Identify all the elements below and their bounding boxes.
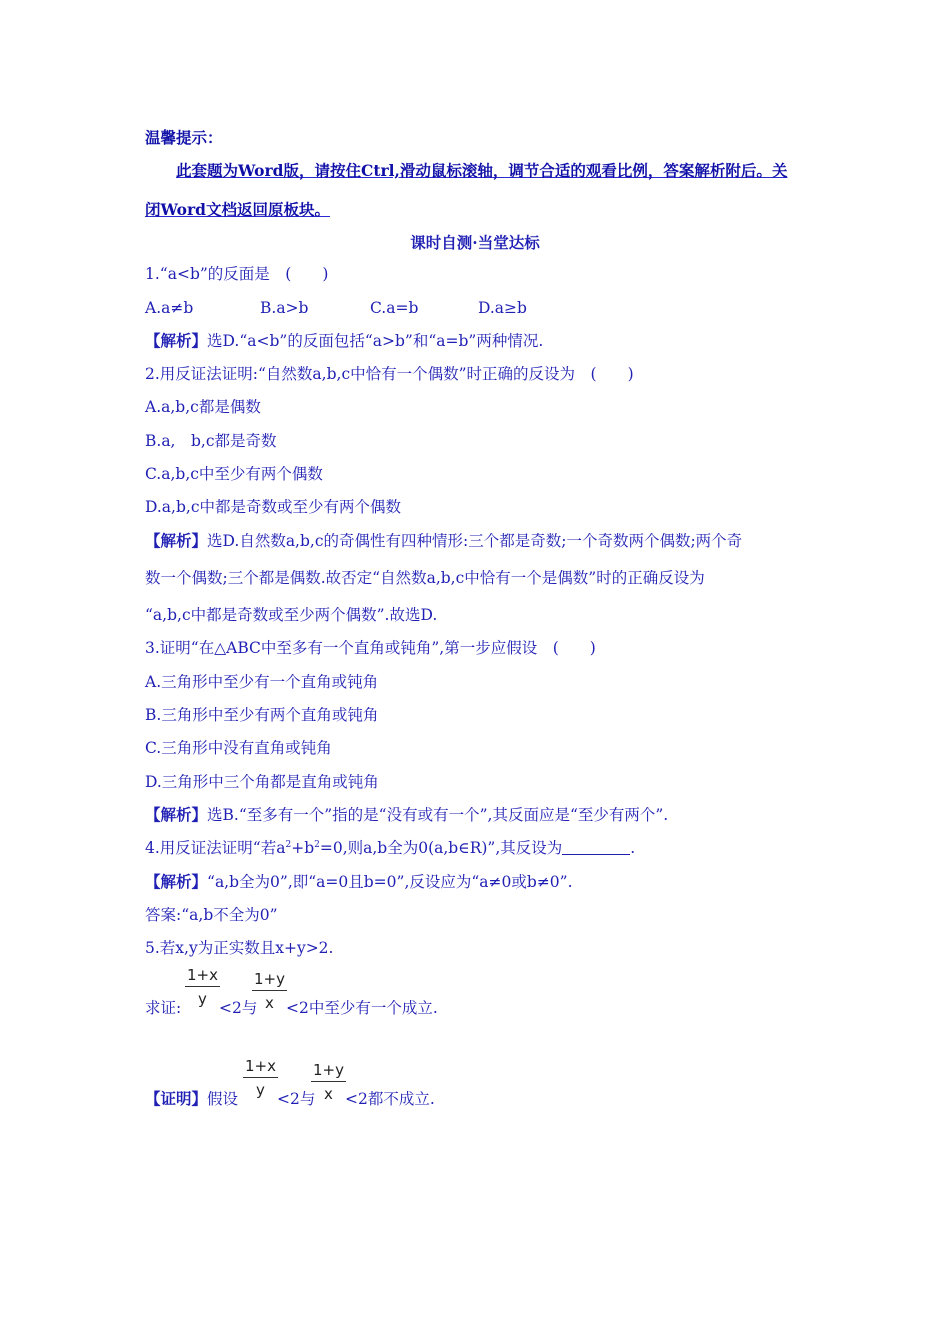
proof-mid: <2与 [277, 1090, 316, 1108]
q4-analysis-text: “a,b全为0”,即“a=0且b=0”,反设应为“a≠0或b≠0”. [207, 873, 573, 891]
q4-answer: 答案:“a,b不全为0” [145, 906, 278, 924]
hint-line-1[interactable]: 此套题为Word版，请按住Ctrl,滑动鼠标滚轴，调节合适的观看比例，答案解析附后。关 [176, 161, 788, 180]
q2-analysis-line-2: 数一个偶数;三个都是偶数.故否定“自然数a,b,c中恰有一个是偶数”时的正确反设为 [145, 569, 705, 587]
q3-stem: 3.证明“在△ABC中至多有一个直角或钝角”,第一步应假设 ( ) [145, 639, 596, 657]
q1-option-d: D.a≥b [478, 299, 527, 317]
q3-analysis [145, 805, 668, 825]
q5-prove-prefix: 求证: [145, 999, 182, 1017]
q3-option-b: B.三角形中至少有两个直角或钝角 [145, 706, 379, 724]
proof-tag: 【证明】 [145, 1089, 208, 1108]
q5-stem: 5.若x,y为正实数且x+y>2. [145, 939, 334, 957]
q5-prove-suffix: <2中至少有一个成立. [286, 999, 438, 1017]
q2-option-d: D.a,b,c中都是奇数或至少有两个偶数 [145, 498, 402, 516]
proof-suffix: <2都不成立. [345, 1090, 435, 1108]
q4-analysis [145, 872, 573, 892]
analysis-tag: 【解析】 [145, 872, 208, 891]
q1-analysis [145, 331, 543, 351]
proof-intro [145, 1089, 238, 1109]
analysis-tag: 【解析】 [145, 331, 208, 350]
fraction-denominator: x [265, 994, 274, 1012]
hint-title: 温馨提示： [145, 128, 223, 147]
q5-mid: <2与 [219, 999, 258, 1017]
q1-option-b: B.a>b [260, 299, 309, 317]
q2-analysis-line-1 [145, 531, 742, 551]
fraction-denominator: x [324, 1085, 333, 1103]
q4-stem-part-a: 4.用反证法证明“若a [145, 839, 286, 857]
q4-stem-part-b: +b [291, 839, 315, 857]
q4-stem-end: . [630, 839, 636, 857]
answer-blank [562, 840, 630, 855]
q2-analysis-line-3: “a,b,c中都是奇数或至少两个偶数”.故选D. [145, 606, 438, 624]
q4-stem [145, 838, 635, 858]
fraction-numerator: 1+x [243, 1057, 278, 1078]
q2-analysis-text-1: 选D.自然数a,b,c的奇偶性有四种情形:三个都是奇数;一个奇数两个偶数;两个奇 [207, 532, 743, 550]
fraction-numerator: 1+x [185, 966, 220, 987]
q3-option-d: D.三角形中三个角都是直角或钝角 [145, 773, 379, 791]
fraction-denominator: y [256, 1081, 265, 1099]
q1-analysis-text: 选D.“a<b”的反面包括“a>b”和“a=b”两种情况. [207, 332, 544, 350]
proof-fraction-1-plus-x-over-y [243, 1057, 278, 1100]
q2-option-a: A.a,b,c都是偶数 [145, 398, 261, 416]
fraction-numerator: 1+y [252, 970, 287, 991]
q3-option-c: C.三角形中没有直角或钝角 [145, 739, 332, 757]
section-title: 课时自测·当堂达标 [410, 233, 540, 252]
q3-option-a: A.三角形中至少有一个直角或钝角 [145, 673, 379, 691]
q4-stem-part-c: =0,则a,b全为0(a,b∈R)”,其反设为 [319, 839, 563, 857]
q4-superscript-1: 2 [285, 840, 292, 850]
fraction-denominator: y [198, 990, 207, 1008]
q2-stem: 2.用反证法证明:“自然数a,b,c中恰有一个偶数”时正确的反设为 ( ) [145, 365, 634, 383]
q2-option-b: B.a, b,c都是奇数 [145, 432, 277, 450]
q1-option-c: C.a=b [370, 299, 419, 317]
analysis-tag: 【解析】 [145, 805, 208, 824]
hint-line-2[interactable]: 闭Word文档返回原板块。 [145, 200, 330, 219]
q3-analysis-text: 选B.“至多有一个”指的是“没有或有一个”,其反面应是“至少有两个”. [207, 806, 669, 824]
proof-fraction-1-plus-y-over-x [311, 1061, 346, 1104]
fraction-1-plus-y-over-x [252, 970, 287, 1013]
proof-prefix: 假设 [207, 1090, 239, 1108]
analysis-tag: 【解析】 [145, 531, 208, 550]
fraction-1-plus-x-over-y [185, 966, 220, 1009]
fraction-numerator: 1+y [311, 1061, 346, 1082]
q1-option-a: A.a≠b [145, 299, 194, 317]
q2-option-c: C.a,b,c中至少有两个偶数 [145, 465, 323, 483]
q4-superscript-2: 2 [314, 840, 320, 850]
q1-stem: 1.“a<b”的反面是 ( ) [145, 265, 329, 283]
